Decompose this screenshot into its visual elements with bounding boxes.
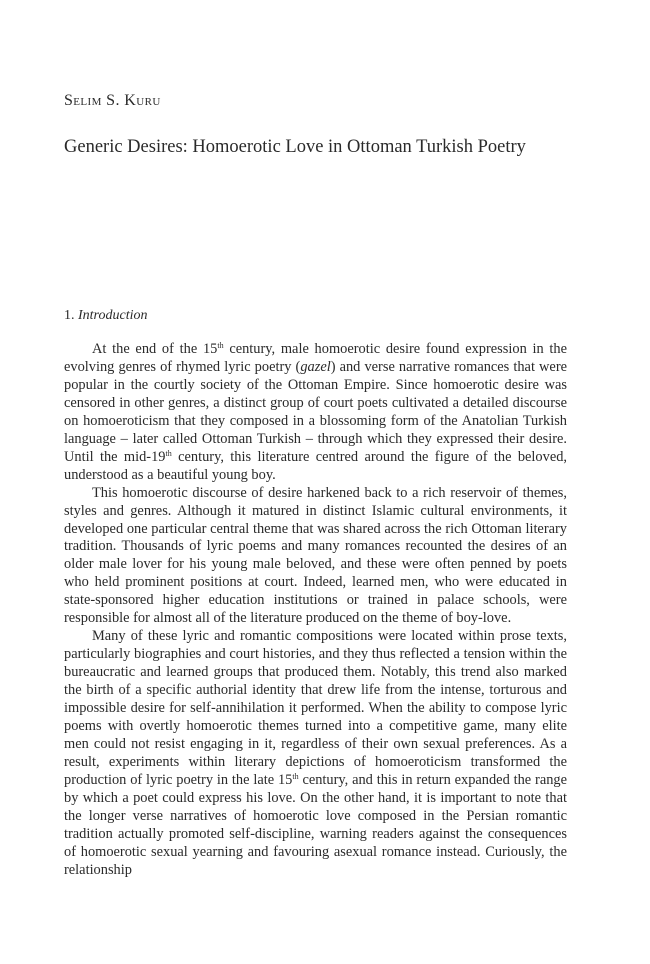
p1-text-d: century, this literature centred around the figure of the beloved, understood as a beautiful young boy.: [64, 448, 568, 483]
paragraph-2: This homoerotic discourse of desire harkened back to a rich reservoir of themes, styles and genres. Although it matured in distinct Islamic cultural environments, it developed one particular central theme that was shared across the rich Ottoman literary tradition. Thousands of lyric poems and many romances recounted the desires of an older male lover for his young male beloved, and these were often penned by poets who held prominent positions at court. Indeed, learned men, who were educated in state-sponsored higher education institutions or trained in palace schools, were responsible for almost all of the literature produced on the theme of boy-love.: [64, 484, 567, 627]
p1-superscript-a: th: [217, 341, 224, 350]
body-text: [64, 341, 567, 880]
p1-superscript-b: th: [165, 448, 172, 458]
section-heading: [64, 308, 147, 324]
section-title: Introduction: [78, 308, 148, 323]
p1-text-b: century, male homoerotic desire found expression in the evolving genres of rhymed lyric poetry (: [64, 341, 567, 375]
p1-italic-term: gazel: [300, 358, 331, 375]
p1-text-a: At the end of the 15: [92, 341, 218, 357]
paragraph-3: [64, 628, 567, 879]
paragraph-1: [64, 341, 567, 485]
author-name: Selim S. Kuru: [64, 92, 161, 109]
p3-text-b: century, and this in return expanded the range by which a poet could express his love. On the other hand, it is important to note that the longer verse narratives of homoerotic love composed in the Persian romantic tradition actually promoted self-discipline, warning readers against the consequences of homoerotic sexual yearning and favouring asexual romance instead. Curiously, the relationship: [64, 771, 567, 878]
p1-text-c: ) and verse narrative romances that were popular in the courtly society of the Ottoman Empire. Since homoerotic desire was censored in other genres, a distinct group of court poets cultivated a detailed discourse on homoeroticism that they composed in a blossoming form of the Anatolian Turkish language – later called Ottoman Turkish – through which they expressed their desire. Until the mid-19: [64, 358, 567, 465]
p3-superscript: th: [292, 771, 299, 781]
p3-text-a: Many of these lyric and romantic compositions were located within prose texts, particularly biographies and court histories, and they thus reflected a tension within the bureaucratic and learned groups that produced them. Notably, this trend also marked the birth of a specific authorial identity that drew life from the intense, torturous and impossible desire for self-annihilation it performed. When the ability to compose lyric poems with overtly homoerotic themes turned into a competitive game, many elite men could not resist engaging in it, regardless of their own sexual preferences. As a result, experiments within literary depictions of homoeroticism transformed the production of lyric poetry in the late 15: [64, 628, 567, 788]
chapter-title: Generic Desires: Homoerotic Love in Ottoman Turkish Poetry: [64, 137, 526, 157]
section-number: 1.: [64, 308, 75, 323]
